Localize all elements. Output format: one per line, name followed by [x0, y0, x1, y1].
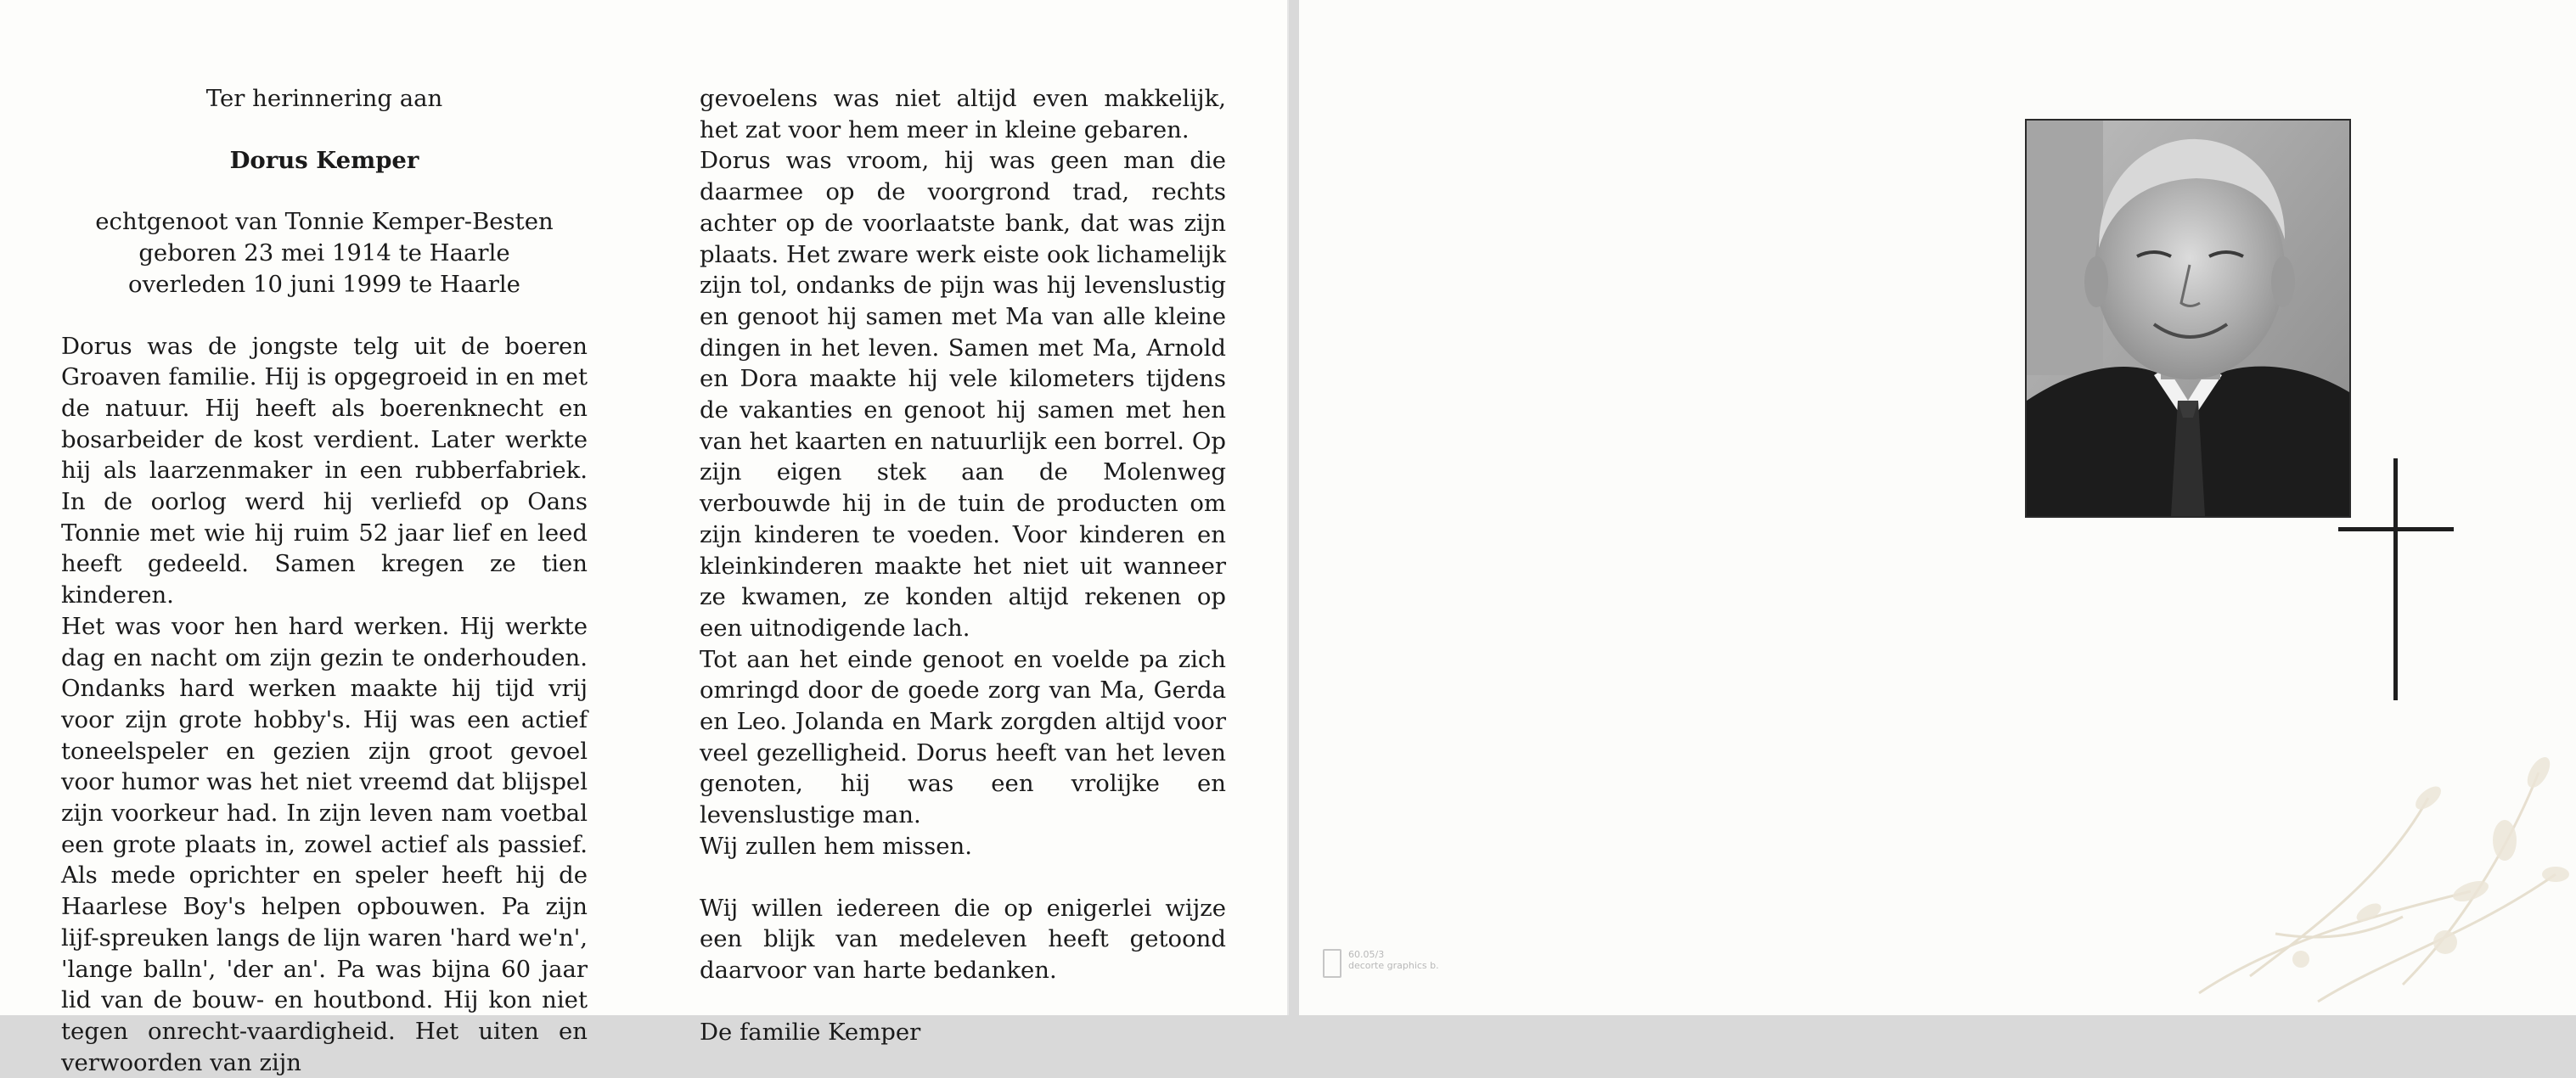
thanks-paragraph: Wij willen iedereen die op enigerlei wijze een blijk van medeleven heeft getoond daarvoor van harte bedanken. — [700, 894, 1226, 984]
printer-logo-icon — [1323, 949, 1341, 978]
biography-paragraph: Het was voor hen hard werken. Hij werkte dag en nacht om zijn gezin te onderhouden. Ondanks hard werken maakte hij tijd vrij voor zijn grote hobby's. Hij was een actief toneelspeler en gezien zijn groot gevoel voor humor was het niet vreemd dat blijspel zijn voorkeur had. In zijn leven nam voetbal een grote plaats in, zowel actief als passief. Als mede oprichter en speler heeft hij de Haarlese Boy's helpen opbouwen. Pa zijn lijf-spreuken langs de lijn waren 'hard we'n', 'lange balln', 'der an'. Pa was bijna 60 jaar lid van de bouw- en houtbond. Hij kon niet tegen onrecht-vaardigheid. Het uiten en verwoorden van zijn — [61, 612, 588, 1076]
left-column — [61, 83, 588, 1078]
memorial-heading: Ter herinnering aan — [205, 85, 443, 112]
life-details — [61, 206, 588, 300]
imprint-printer: decorte graphics b. — [1348, 960, 1439, 971]
deceased-name: Dorus Kemper — [229, 146, 419, 174]
family-signature: De familie Kemper — [700, 1018, 921, 1046]
imprint-code: 60.05/3 — [1348, 949, 1385, 960]
cross-icon-bar — [2338, 527, 2454, 531]
closing-line: Wij zullen hem missen. — [700, 832, 972, 860]
portrait-photo-drawing — [2027, 121, 2349, 516]
biography-paragraph: Tot aan het einde genoot en voelde pa zich omringd door de goede zorg van Ma, Gerda en Leo. Jolanda en Mark zorgden altijd voor veel gezelligheid. Dorus heeft van het leven genoten, hij was een vrolijke en levenslustige man. — [700, 645, 1226, 829]
memorial-text-card — [0, 0, 1289, 1076]
printer-imprint — [1323, 949, 1439, 978]
birth-line: geboren 23 mei 1914 te Haarle — [138, 239, 510, 267]
biography-paragraph: Dorus was de jongste telg uit de boeren Groaven familie. Hij is opgegroeid in en met de natuur. Hij heeft als boerenknecht en bosarbeider de kost verdient. Later werkte hij als laarzenmaker in een rubberfabriek. In de oorlog werd hij verliefd op Oans Tonnie met wie hij ruim 52 jaar lief en leed heeft gedeeld. Samen kregen ze tien kinderen. — [61, 332, 588, 609]
memorial-cover-card — [1299, 0, 2576, 1015]
death-line: overleden 10 juni 1999 te Haarle — [128, 270, 520, 298]
biography-paragraph: gevoelens was niet altijd even makkelijk, het zat voor hem meer in kleine gebaren. — [700, 85, 1226, 143]
portrait-photo — [2025, 119, 2351, 518]
cross-icon — [2393, 458, 2398, 700]
right-column — [700, 83, 1226, 1047]
spouse-line: echtgenoot van Tonnie Kemper-Besten — [95, 208, 554, 236]
biography-paragraph: Dorus was vroom, hij was geen man die daarmee op de voorgrond trad, rechts achter op de voorlaatste bank, dat was zijn plaats. Het zware werk eiste ook lichamelijk zijn tol, ondanks de pijn was hij levenslustig en genoot hij samen met Ma van alle kleine dingen in het leven. Samen met Ma, Arnold en Dora maakte hij vele kilometers tijdens de vakanties en genoot hij samen met hen van het kaarten en natuurlijk een borrel. Op zijn eigen stek aan de Molenweg verbouwde hij in de tuin de producten om zijn kinderen te voeden. Voor kinderen en kleinkinderen maakte het niet uit wanneer ze kwamen, ze konden altijd rekenen op een uitnodigende lach. — [700, 147, 1226, 642]
flower-ornament-icon — [2148, 721, 2576, 1015]
